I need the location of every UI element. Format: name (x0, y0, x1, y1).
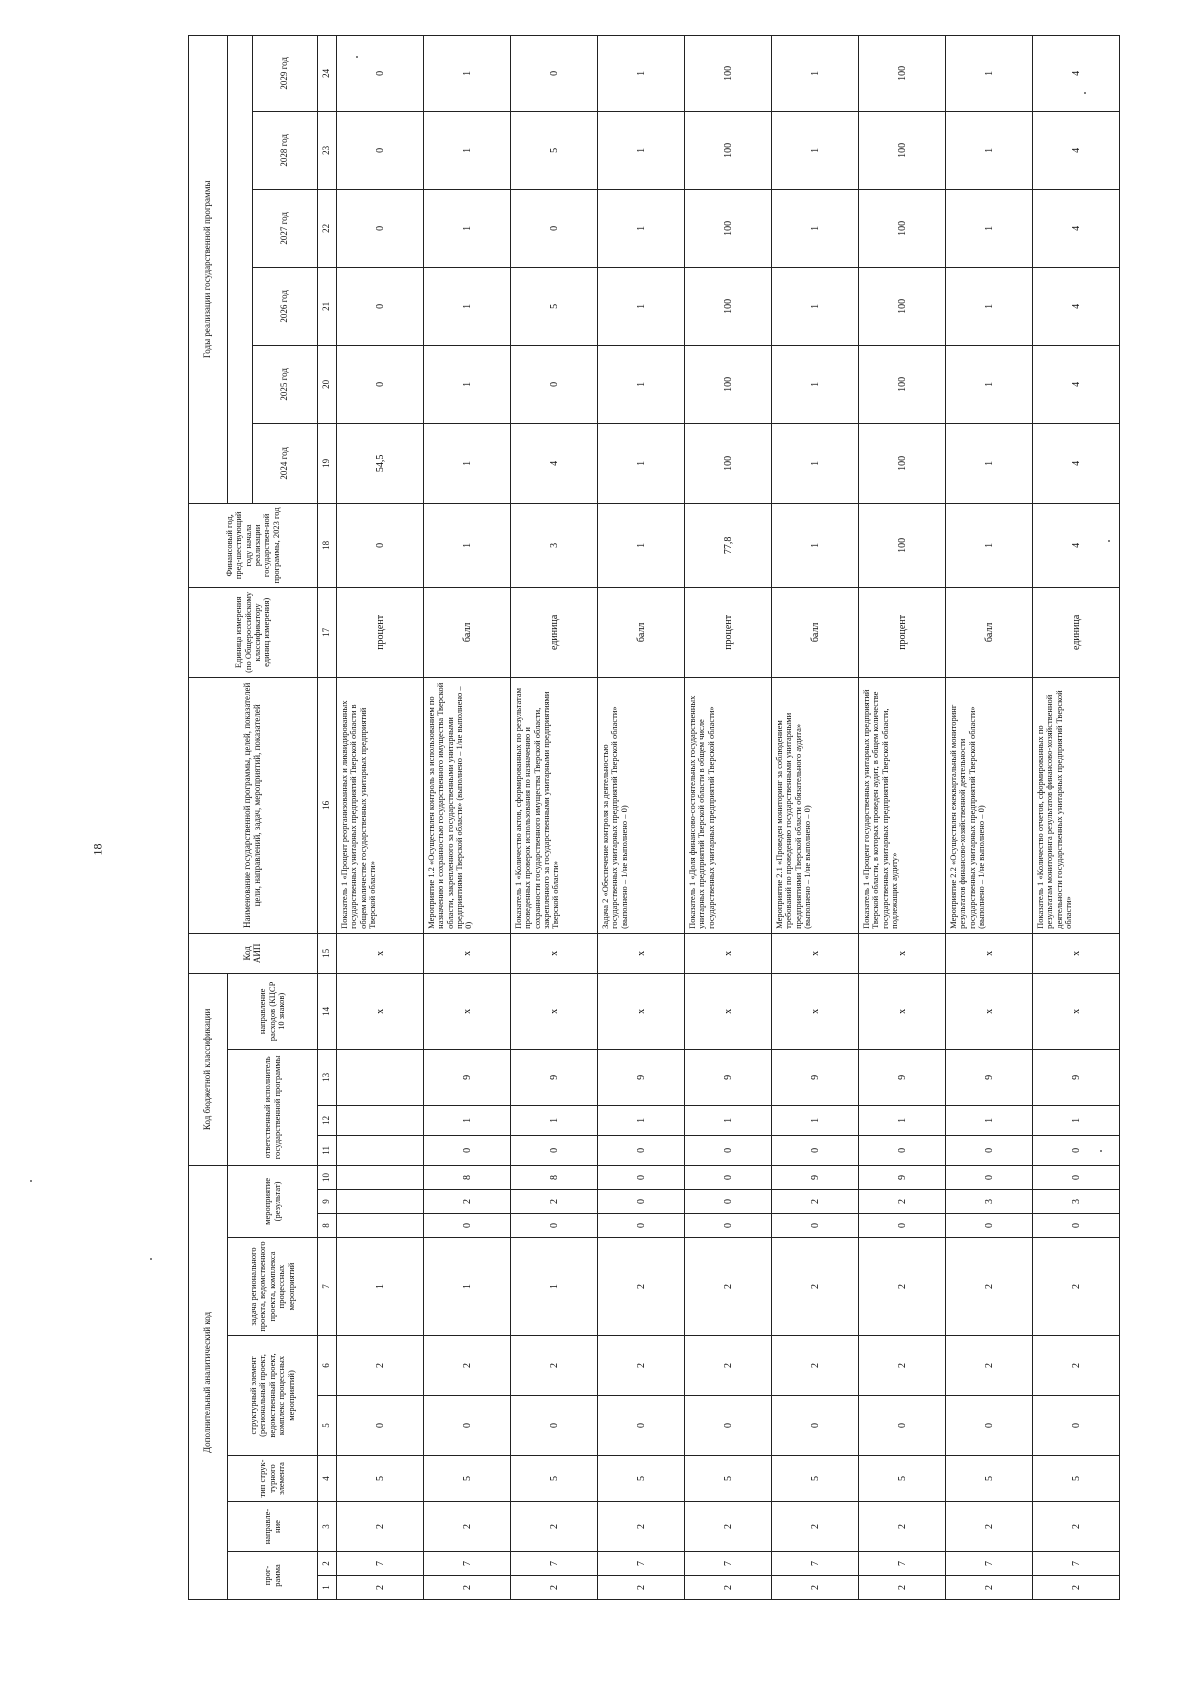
table-row (598, 35, 685, 1599)
meropriyatie-header: мероприятие (результат) (228, 1165, 318, 1237)
col-num: 12 (318, 1105, 337, 1135)
value-cell: 0 (511, 35, 598, 111)
unit-cell: балл (772, 587, 859, 677)
code-cell: 0 (1033, 1214, 1120, 1238)
col-num: 15 (318, 933, 337, 973)
code-cell: 9 (685, 1049, 772, 1105)
code-cell: 0 (859, 1135, 946, 1165)
value-cell: 1 (772, 423, 859, 503)
code-cell: 5 (772, 1456, 859, 1502)
value-cell: 1 (946, 267, 1033, 345)
code-cell: 2 (511, 1190, 598, 1214)
code-cell: 9 (1033, 1049, 1120, 1105)
code-cell: 7 (772, 1552, 859, 1576)
value-cell: 4 (511, 423, 598, 503)
code-cell: 9 (598, 1049, 685, 1105)
code-cell: 3 (1033, 1190, 1120, 1214)
code-cell: 5 (598, 1456, 685, 1502)
unit-cell: процент (685, 587, 772, 677)
code-cell: 0 (511, 1214, 598, 1238)
table-row (424, 35, 511, 1599)
code-cell: 3 (946, 1190, 1033, 1214)
value-cell: 1 (772, 189, 859, 267)
code-cell: 0 (685, 1190, 772, 1214)
code-cell (337, 1135, 424, 1165)
code-cell: x (511, 973, 598, 1049)
rotated-table-container (188, 57, 1188, 1600)
code-cell: 2 (685, 1238, 772, 1336)
value-cell: 100 (859, 35, 946, 111)
description-cell: Показатель 1 «Процент государственных унитарных предприятий Тверской области, в которых проведен аудит, в общем количестве государственных унитарных предприятий Тверской области, подлежащих аудиту» (859, 677, 946, 933)
code-cell: 2 (337, 1502, 424, 1552)
code-cell: 2 (685, 1336, 772, 1396)
group-budget-header: Код бюджетной классификации (189, 973, 228, 1165)
kod-aip-header: Код АИП (189, 933, 318, 973)
tip-elementa-header: тип струк-турного элемента (228, 1456, 318, 1502)
unit-cell: балл (424, 587, 511, 677)
value-cell: 4 (1033, 111, 1120, 189)
column-number-row (318, 35, 337, 1599)
unit-cell: единица (1033, 587, 1120, 677)
value-cell: 0 (337, 503, 424, 587)
code-cell: 2 (685, 1502, 772, 1552)
code-cell: 2 (424, 1336, 511, 1396)
value-cell: 1 (598, 345, 685, 423)
value-cell: 100 (859, 111, 946, 189)
code-cell: 2 (946, 1336, 1033, 1396)
code-cell: 0 (598, 1214, 685, 1238)
code-cell: x (685, 933, 772, 973)
code-cell: 2 (337, 1336, 424, 1396)
code-cell: 0 (598, 1165, 685, 1189)
code-cell: 2 (1033, 1238, 1120, 1336)
col-num: 20 (318, 345, 337, 423)
col-num: 9 (318, 1190, 337, 1214)
code-cell: x (1033, 933, 1120, 973)
code-cell: 2 (772, 1238, 859, 1336)
code-cell: 1 (685, 1105, 772, 1135)
table-row (337, 35, 424, 1599)
zadacha-header: задача регионального проекта, ведомственного проекта, комплекса процессных мероприятий (228, 1238, 318, 1336)
value-cell: 0 (337, 189, 424, 267)
code-cell: x (946, 973, 1033, 1049)
code-cell: 0 (859, 1396, 946, 1456)
col-num: 17 (318, 587, 337, 677)
value-cell: 1 (424, 423, 511, 503)
code-cell: 5 (946, 1456, 1033, 1502)
col-num: 5 (318, 1396, 337, 1456)
strukturny-element-header: структурный элемент (региональный проект, ведомственный проект, комплекс процессных мероприятий) (228, 1336, 318, 1456)
value-cell: 0 (337, 267, 424, 345)
code-cell: x (946, 933, 1033, 973)
group-years-header: Годы реализации государственной программы (189, 35, 228, 503)
value-cell: 1 (424, 345, 511, 423)
code-cell: 9 (859, 1049, 946, 1105)
group-analytic-header: Дополнительный аналитический код (189, 1165, 228, 1599)
program-indicators-table (188, 35, 1120, 1600)
code-cell: 2 (598, 1502, 685, 1552)
code-cell: 7 (598, 1552, 685, 1576)
code-cell: x (511, 933, 598, 973)
code-cell: 9 (424, 1049, 511, 1105)
code-cell (337, 1105, 424, 1135)
code-cell: 0 (1033, 1396, 1120, 1456)
code-cell: 1 (511, 1238, 598, 1336)
value-cell: 1 (946, 423, 1033, 503)
naimenovanie-header: Наименование государственной программы, целей, показателей цели, направлений, задач, мероприятий, показателей (189, 677, 318, 933)
value-cell: 100 (685, 189, 772, 267)
code-cell: 0 (424, 1396, 511, 1456)
value-cell: 1 (772, 111, 859, 189)
value-cell: 100 (685, 111, 772, 189)
col-num: 4 (318, 1456, 337, 1502)
value-cell: 1 (424, 503, 511, 587)
code-cell: 1 (424, 1105, 511, 1135)
value-cell: 0 (337, 345, 424, 423)
code-cell: 9 (772, 1049, 859, 1105)
code-cell: 9 (511, 1049, 598, 1105)
value-cell: 100 (859, 503, 946, 587)
value-cell: 1 (424, 35, 511, 111)
code-cell: 1 (859, 1105, 946, 1135)
scan-speck (1084, 92, 1086, 94)
value-cell: 100 (859, 267, 946, 345)
fin-god-header: Финансовый год, пред-шествующий году начала реализации государствен-ной программы, 2023 год (189, 503, 318, 587)
scan-speck (1100, 1150, 1102, 1152)
value-cell: 5 (511, 267, 598, 345)
code-cell: 7 (511, 1552, 598, 1576)
scan-speck (356, 56, 358, 58)
col-num: 7 (318, 1238, 337, 1336)
year-2027-header: 2027 год (253, 189, 318, 267)
value-cell: 0 (511, 345, 598, 423)
value-cell: 1 (946, 111, 1033, 189)
value-cell: 1 (772, 345, 859, 423)
code-cell: x (337, 973, 424, 1049)
code-cell: 2 (772, 1190, 859, 1214)
code-cell: 2 (511, 1336, 598, 1396)
description-cell: Мероприятие 1.2 «Осуществлен контроль за использованием по назначению и сохранностью государственного имущества Тверской области, закрепленного за государственными унитарными предприятиями Тверской области» (выполнено – 1/не выполнено – 0) (424, 677, 511, 933)
unit-cell: балл (598, 587, 685, 677)
code-cell: 0 (424, 1135, 511, 1165)
value-cell: 4 (1033, 189, 1120, 267)
page-number: 18 (90, 843, 105, 856)
value-cell: 3 (511, 503, 598, 587)
year-2026-header: 2026 год (253, 267, 318, 345)
col-num: 24 (318, 35, 337, 111)
col-num: 6 (318, 1336, 337, 1396)
value-cell: 100 (685, 345, 772, 423)
value-cell: 100 (685, 35, 772, 111)
code-cell: 5 (511, 1456, 598, 1502)
code-cell: 0 (685, 1214, 772, 1238)
code-cell: x (424, 973, 511, 1049)
value-cell: 1 (772, 267, 859, 345)
code-cell (337, 1049, 424, 1105)
col-num: 18 (318, 503, 337, 587)
code-cell: x (337, 933, 424, 973)
value-cell: 1 (598, 503, 685, 587)
code-cell: 2 (772, 1502, 859, 1552)
col-num: 8 (318, 1214, 337, 1238)
code-cell: 9 (772, 1165, 859, 1189)
value-cell: 1 (424, 189, 511, 267)
code-cell: 0 (1033, 1165, 1120, 1189)
col-num: 14 (318, 973, 337, 1049)
code-cell: 7 (1033, 1552, 1120, 1576)
description-cell: Задача 2 «Обеспечение контроля за деятельностью государственных унитарных предприятий Тверской области» (выполнено – 1/не выполнено – 0) (598, 677, 685, 933)
code-cell: 0 (337, 1396, 424, 1456)
code-cell: 0 (598, 1396, 685, 1456)
value-cell: 1 (424, 267, 511, 345)
code-cell: x (424, 933, 511, 973)
code-cell: 8 (511, 1165, 598, 1189)
code-cell: x (772, 973, 859, 1049)
code-cell: 9 (946, 1049, 1033, 1105)
code-cell: 5 (337, 1456, 424, 1502)
code-cell: 0 (424, 1214, 511, 1238)
col-num: 1 (318, 1576, 337, 1600)
code-cell: 0 (598, 1135, 685, 1165)
code-cell: 0 (946, 1165, 1033, 1189)
description-cell: Показатель 1 «Процент реорганизованных и ликвидированных государственных унитарных предприятий Тверской области в общем количестве государственных унитарных предприятий Тверской области» (337, 677, 424, 933)
code-cell: 2 (598, 1576, 685, 1600)
code-cell: 2 (424, 1576, 511, 1600)
col-num: 3 (318, 1502, 337, 1552)
value-cell: 1 (598, 189, 685, 267)
code-cell: 7 (946, 1552, 1033, 1576)
value-cell: 1 (598, 35, 685, 111)
code-cell: 2 (424, 1502, 511, 1552)
value-cell: 4 (1033, 345, 1120, 423)
otv-ispolnitel-header: ответственный исполнитель государственной программы (228, 1049, 318, 1165)
value-cell: 1 (772, 503, 859, 587)
code-cell: 2 (946, 1576, 1033, 1600)
programma-header: прог-рамма (228, 1552, 318, 1600)
value-cell: 1 (598, 267, 685, 345)
code-cell: x (859, 933, 946, 973)
value-cell: 4 (1033, 423, 1120, 503)
code-cell: 7 (859, 1552, 946, 1576)
code-cell: 2 (946, 1502, 1033, 1552)
code-cell: x (685, 973, 772, 1049)
code-cell: 0 (772, 1135, 859, 1165)
year-2029-header: 2029 год (253, 35, 318, 111)
code-cell: 2 (772, 1336, 859, 1396)
table-row (772, 35, 859, 1599)
code-cell: 2 (1033, 1336, 1120, 1396)
description-cell: Показатель 1 «Количество отчетов, сформированных по результатам мониторинга результатов финансово-хозяйственной деятельности государственных унитарных предприятий Тверской области» (1033, 677, 1120, 933)
description-cell: Мероприятие 2.2 «Осуществлен ежеквартальный мониторинг результатов финансово-хозяйственной деятельности государственных унитарных предприятий Тверской области» (выполнено – 1/не выполнено – 0) (946, 677, 1033, 933)
code-cell: 0 (685, 1165, 772, 1189)
code-cell: 2 (511, 1576, 598, 1600)
code-cell: 1 (511, 1105, 598, 1135)
unit-cell: процент (337, 587, 424, 677)
col-num: 16 (318, 677, 337, 933)
value-cell: 1 (598, 423, 685, 503)
code-cell: x (1033, 973, 1120, 1049)
year-2025-header: 2025 год (253, 345, 318, 423)
code-cell: 2 (598, 1336, 685, 1396)
code-cell: 0 (598, 1190, 685, 1214)
code-cell: 2 (598, 1238, 685, 1336)
col-num: 23 (318, 111, 337, 189)
value-cell: 4 (1033, 35, 1120, 111)
value-cell: 100 (859, 189, 946, 267)
code-cell: 0 (511, 1396, 598, 1456)
col-num: 22 (318, 189, 337, 267)
unit-cell: балл (946, 587, 1033, 677)
scan-speck (30, 1180, 32, 1182)
code-cell: 0 (772, 1214, 859, 1238)
value-cell: 100 (859, 345, 946, 423)
code-cell: 5 (859, 1456, 946, 1502)
value-cell: 1 (424, 111, 511, 189)
code-cell: 0 (511, 1135, 598, 1165)
code-cell: 0 (685, 1396, 772, 1456)
code-cell: 5 (424, 1456, 511, 1502)
code-cell: 8 (424, 1165, 511, 1189)
code-cell: 2 (859, 1190, 946, 1214)
table-row (946, 35, 1033, 1599)
code-cell: 0 (946, 1214, 1033, 1238)
scan-speck (1108, 540, 1110, 542)
code-cell: 0 (772, 1396, 859, 1456)
code-cell: 5 (685, 1456, 772, 1502)
value-cell: 0 (511, 189, 598, 267)
code-cell: 0 (1033, 1135, 1120, 1165)
code-cell: 2 (511, 1502, 598, 1552)
value-cell: 4 (1033, 503, 1120, 587)
code-cell: 7 (337, 1552, 424, 1576)
code-cell: 1 (1033, 1105, 1120, 1135)
col-num: 21 (318, 267, 337, 345)
col-num: 19 (318, 423, 337, 503)
code-cell: 7 (424, 1552, 511, 1576)
year-2024-header: 2024 год (253, 423, 318, 503)
col-num: 2 (318, 1552, 337, 1576)
table-row (685, 35, 772, 1599)
code-cell: 1 (598, 1105, 685, 1135)
edinica-header: Единица измерения (по Общероссийскому классификатору единиц измерения) (189, 587, 318, 677)
code-cell (337, 1214, 424, 1238)
code-cell: x (859, 973, 946, 1049)
code-cell: 2 (859, 1336, 946, 1396)
value-cell: 100 (859, 423, 946, 503)
code-cell: 2 (859, 1502, 946, 1552)
unit-cell: процент (859, 587, 946, 677)
value-cell: 5 (511, 111, 598, 189)
value-cell: 100 (685, 267, 772, 345)
value-cell: 4 (1033, 267, 1120, 345)
code-cell: 0 (859, 1214, 946, 1238)
value-cell: 77,8 (685, 503, 772, 587)
code-cell: 0 (946, 1396, 1033, 1456)
code-cell (337, 1190, 424, 1214)
code-cell: 1 (946, 1105, 1033, 1135)
code-cell: 2 (1033, 1576, 1120, 1600)
code-cell: 1 (424, 1238, 511, 1336)
code-cell: x (772, 933, 859, 973)
value-cell: 1 (598, 111, 685, 189)
col-num: 10 (318, 1165, 337, 1189)
code-cell: 2 (772, 1576, 859, 1600)
code-cell (337, 1165, 424, 1189)
code-cell: 2 (946, 1238, 1033, 1336)
value-cell: 1 (946, 503, 1033, 587)
code-cell: 0 (685, 1135, 772, 1165)
value-cell: 1 (772, 35, 859, 111)
table-body (337, 35, 1120, 1599)
code-cell: 7 (685, 1552, 772, 1576)
value-cell: 54,5 (337, 423, 424, 503)
code-cell: 2 (859, 1576, 946, 1600)
unit-cell: единица (511, 587, 598, 677)
value-cell: 1 (946, 345, 1033, 423)
header-row-1 (189, 35, 228, 1599)
description-cell: Мероприятие 2.1 «Проведен мониторинг за соблюдением требований по проведению государственными унитарными предприятиями Тверской области обязательного аудита» (выполнено – 1/не выполнено – 0) (772, 677, 859, 933)
code-cell: 1 (772, 1105, 859, 1135)
value-cell: 0 (337, 111, 424, 189)
value-cell: 0 (337, 35, 424, 111)
description-cell: Показатель 1 «Количество актов, сформированных по результатам проведенных проверок использования по назначению и сохранности государственного имущества Тверской области, закрепленного за государственными унитарными предприятиями Тверской области» (511, 677, 598, 933)
col-num: 11 (318, 1135, 337, 1165)
code-cell: 1 (337, 1238, 424, 1336)
napravlenie-rashodov-header: направление расходов (КЦСР 10 знаков) (228, 973, 318, 1049)
code-cell: 2 (1033, 1502, 1120, 1552)
scan-speck (150, 1258, 152, 1260)
code-cell: 0 (946, 1135, 1033, 1165)
code-cell: 2 (685, 1576, 772, 1600)
value-cell: 1 (946, 189, 1033, 267)
code-cell: 5 (1033, 1456, 1120, 1502)
napravlenie-header: направле-ние (228, 1502, 318, 1552)
code-cell: 9 (859, 1165, 946, 1189)
table-row (859, 35, 946, 1599)
col-num: 13 (318, 1049, 337, 1105)
code-cell: 2 (424, 1190, 511, 1214)
code-cell: x (598, 973, 685, 1049)
value-cell: 100 (685, 423, 772, 503)
description-cell: Показатель 1 «Доля финансово-состоятельных государственных унитарных предприятий Тверской области в общем числе государственных унитарных предприятий Тверской области» (685, 677, 772, 933)
value-cell: 1 (946, 35, 1033, 111)
code-cell: 2 (859, 1238, 946, 1336)
year-2028-header: 2028 год (253, 111, 318, 189)
years-spacer (228, 35, 253, 503)
table-row (511, 35, 598, 1599)
code-cell: x (598, 933, 685, 973)
code-cell: 2 (337, 1576, 424, 1600)
table-row (1033, 35, 1120, 1599)
